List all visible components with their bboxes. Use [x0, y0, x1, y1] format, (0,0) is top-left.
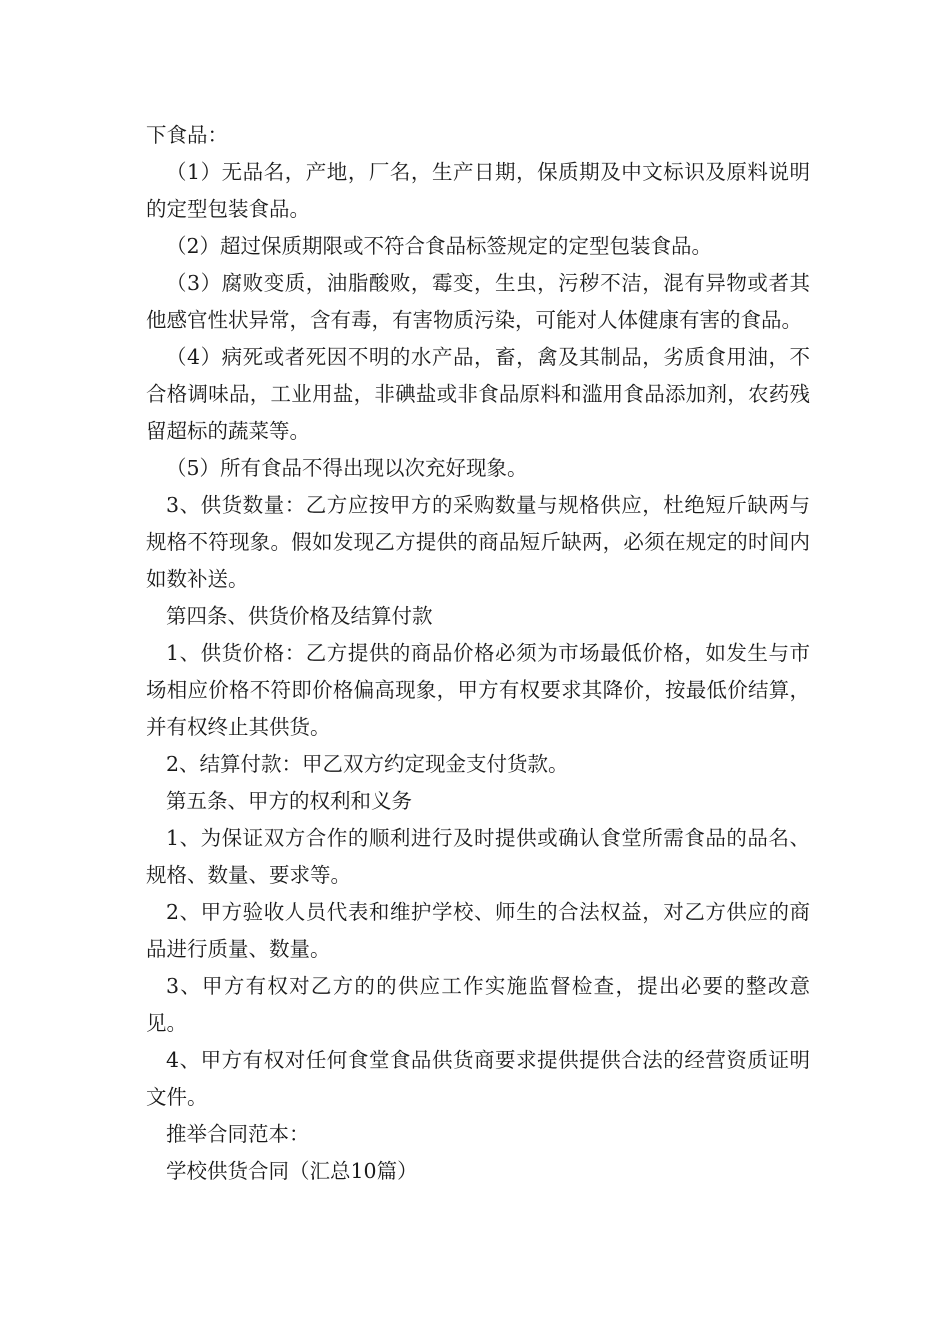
- paragraph-right-4: 4、甲方有权对任何食堂食品供货商要求提供提供合法的经营资质证明文件。: [146, 1048, 810, 1109]
- document-page: [146, 117, 810, 1190]
- recommended-template-link[interactable]: 学校供货合同（汇总10篇）: [166, 1159, 418, 1183]
- paragraph-supply-quantity: 3、供货数量：乙方应按甲方的采购数量与规格供应，杜绝短斤缺两与规格不符现象。假如发现乙方提供的商品短斤缺两，必须在规定的时间内如数补送。: [146, 493, 810, 591]
- paragraph-settlement: 2、结算付款：甲乙双方约定现金支付货款。: [166, 752, 569, 776]
- paragraph-item-4: （4）病死或者死因不明的水产品，畜，禽及其制品，劣质食用油，不合格调味品，工业用盐，非碘盐或非食品原料和滥用食品添加剂，农药残留超标的蔬菜等。: [146, 345, 810, 443]
- paragraph-supply-price: 1、供货价格：乙方提供的商品价格必须为市场最低价格，如发生与市场相应价格不符即价格偏高现象，甲方有权要求其降价，按最低价结算，并有权终止其供货。: [146, 641, 810, 739]
- section-heading-article-4: 第四条、供货价格及结算付款: [166, 604, 433, 628]
- recommended-templates-label: 推举合同范本：: [166, 1122, 310, 1146]
- section-heading-article-5: 第五条、甲方的权利和义务: [166, 789, 412, 813]
- paragraph-item-2: （2）超过保质期限或不符合食品标签规定的定型包装食品。: [166, 234, 713, 258]
- paragraph-continuation: 下食品：: [146, 123, 228, 147]
- paragraph-right-2: 2、甲方验收人员代表和维护学校、师生的合法权益，对乙方供应的商品进行质量、数量。: [146, 900, 810, 961]
- paragraph-item-3: （3）腐败变质，油脂酸败，霉变，生虫，污秽不洁，混有异物或者其他感官性状异常，含有毒，有害物质污染，可能对人体健康有害的食品。: [146, 271, 810, 332]
- paragraph-item-1: （1）无品名，产地，厂名，生产日期，保质期及中文标识及原料说明的定型包装食品。: [146, 160, 810, 221]
- paragraph-item-5: （5）所有食品不得出现以次充好现象。: [166, 456, 528, 480]
- paragraph-right-3: 3、甲方有权对乙方的的供应工作实施监督检查，提出必要的整改意见。: [146, 974, 810, 1035]
- paragraph-right-1: 1、为保证双方合作的顺利进行及时提供或确认食堂所需食品的品名、规格、数量、要求等。: [146, 826, 810, 887]
